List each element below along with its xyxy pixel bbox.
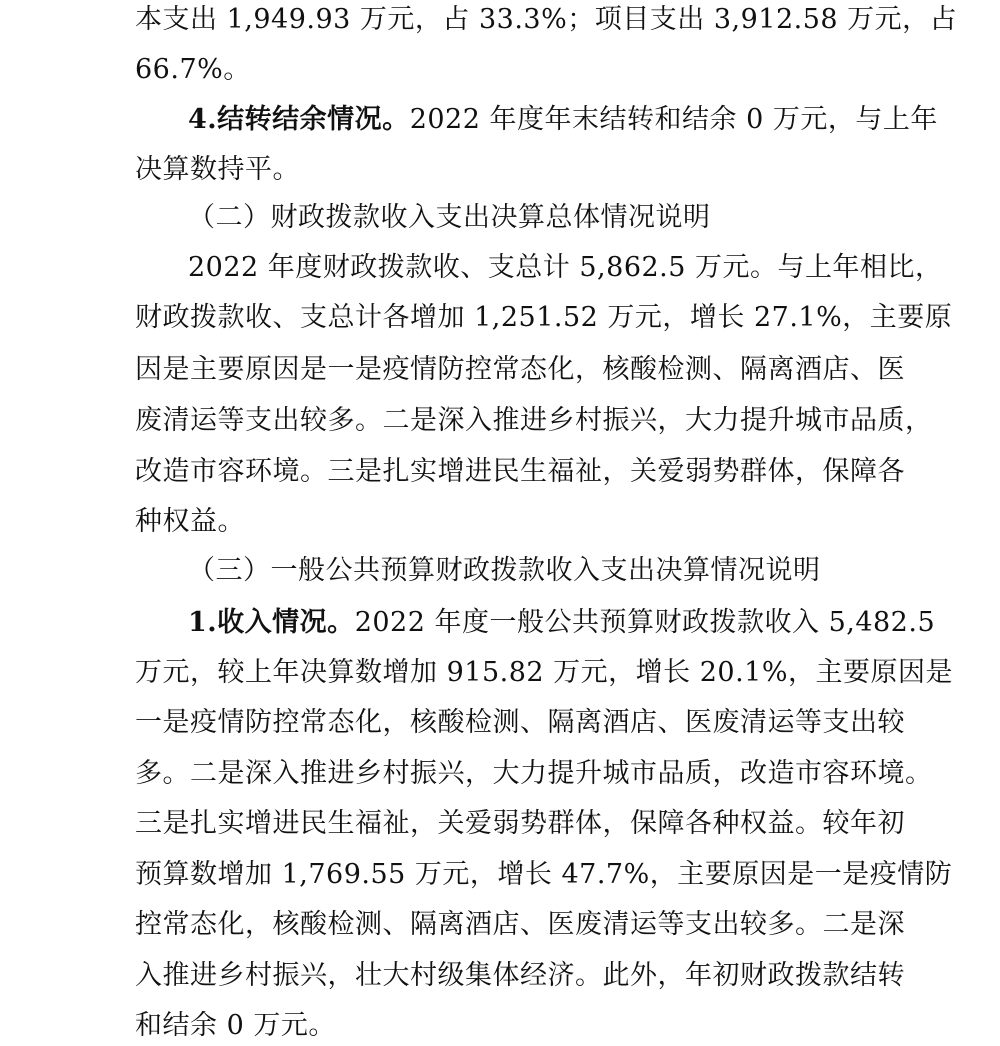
text-line-10: 改造市容环境。三是扎实增进民生福祉，关爱弱势群体，保障各: [135, 456, 905, 487]
text-line-2: 66.7%。: [135, 54, 251, 85]
text-line-16: 多。二是深入推进乡村振兴，大力提升城市品质，改造市容环境。: [135, 758, 933, 789]
paragraph-carryover-text: 2022 年度年末结转和结余 0 万元，与上年: [409, 104, 938, 135]
text-line-19: 控常态化，核酸检测、隔离酒店、医废清运等支出较多。二是深: [135, 909, 905, 940]
paragraph-carryover: [188, 100, 938, 140]
section-heading-3: （三）一般公共预算财政拨款收入支出决算情况说明: [188, 555, 821, 586]
text-line-18: 预算数增加 1,769.55 万元，增长 47.7%，主要原因是一是疫情防: [135, 859, 953, 890]
paragraph-carryover-label: 4.结转结余情况。: [188, 104, 410, 135]
text-line-14: 万元，较上年决算数增加 915.82 万元，增长 20.1%，主要原因是: [135, 657, 953, 688]
text-line-20: 入推进乡村振兴，壮大村级集体经济。此外，年初财政拨款结转: [135, 960, 905, 991]
text-line-15: 一是疫情防控常态化，核酸检测、隔离酒店、医废清运等支出较: [135, 707, 905, 738]
text-line-9: 废清运等支出较多。二是深入推进乡村振兴，大力提升城市品质，: [135, 405, 933, 436]
paragraph-income-label: 1.收入情况。: [188, 607, 355, 638]
paragraph-income: [188, 603, 935, 643]
text-line-6: 2022 年度财政拨款收、支总计 5,862.5 万元。与上年相比，: [188, 252, 943, 283]
text-line-4: 决算数持平。: [135, 154, 300, 185]
text-line-7: 财政拨款收、支总计各增加 1,251.52 万元，增长 27.1%，主要原: [135, 302, 953, 333]
text-line-21: 和结余 0 万元。: [135, 1010, 336, 1041]
text-line-1: 本支出 1,949.93 万元，占 33.3%；项目支出 3,912.58 万元，占: [135, 4, 958, 35]
paragraph-income-text: 2022 年度一般公共预算财政拨款收入 5,482.5: [354, 607, 936, 638]
text-line-17: 三是扎实增进民生福祉，关爱弱势群体，保障各种权益。较年初: [135, 808, 905, 839]
text-line-11: 种权益。: [135, 506, 245, 537]
section-heading-2: （二）财政拨款收入支出决算总体情况说明: [188, 202, 711, 233]
text-line-8: 因是主要原因是一是疫情防控常态化，核酸检测、隔离酒店、医: [135, 354, 905, 385]
